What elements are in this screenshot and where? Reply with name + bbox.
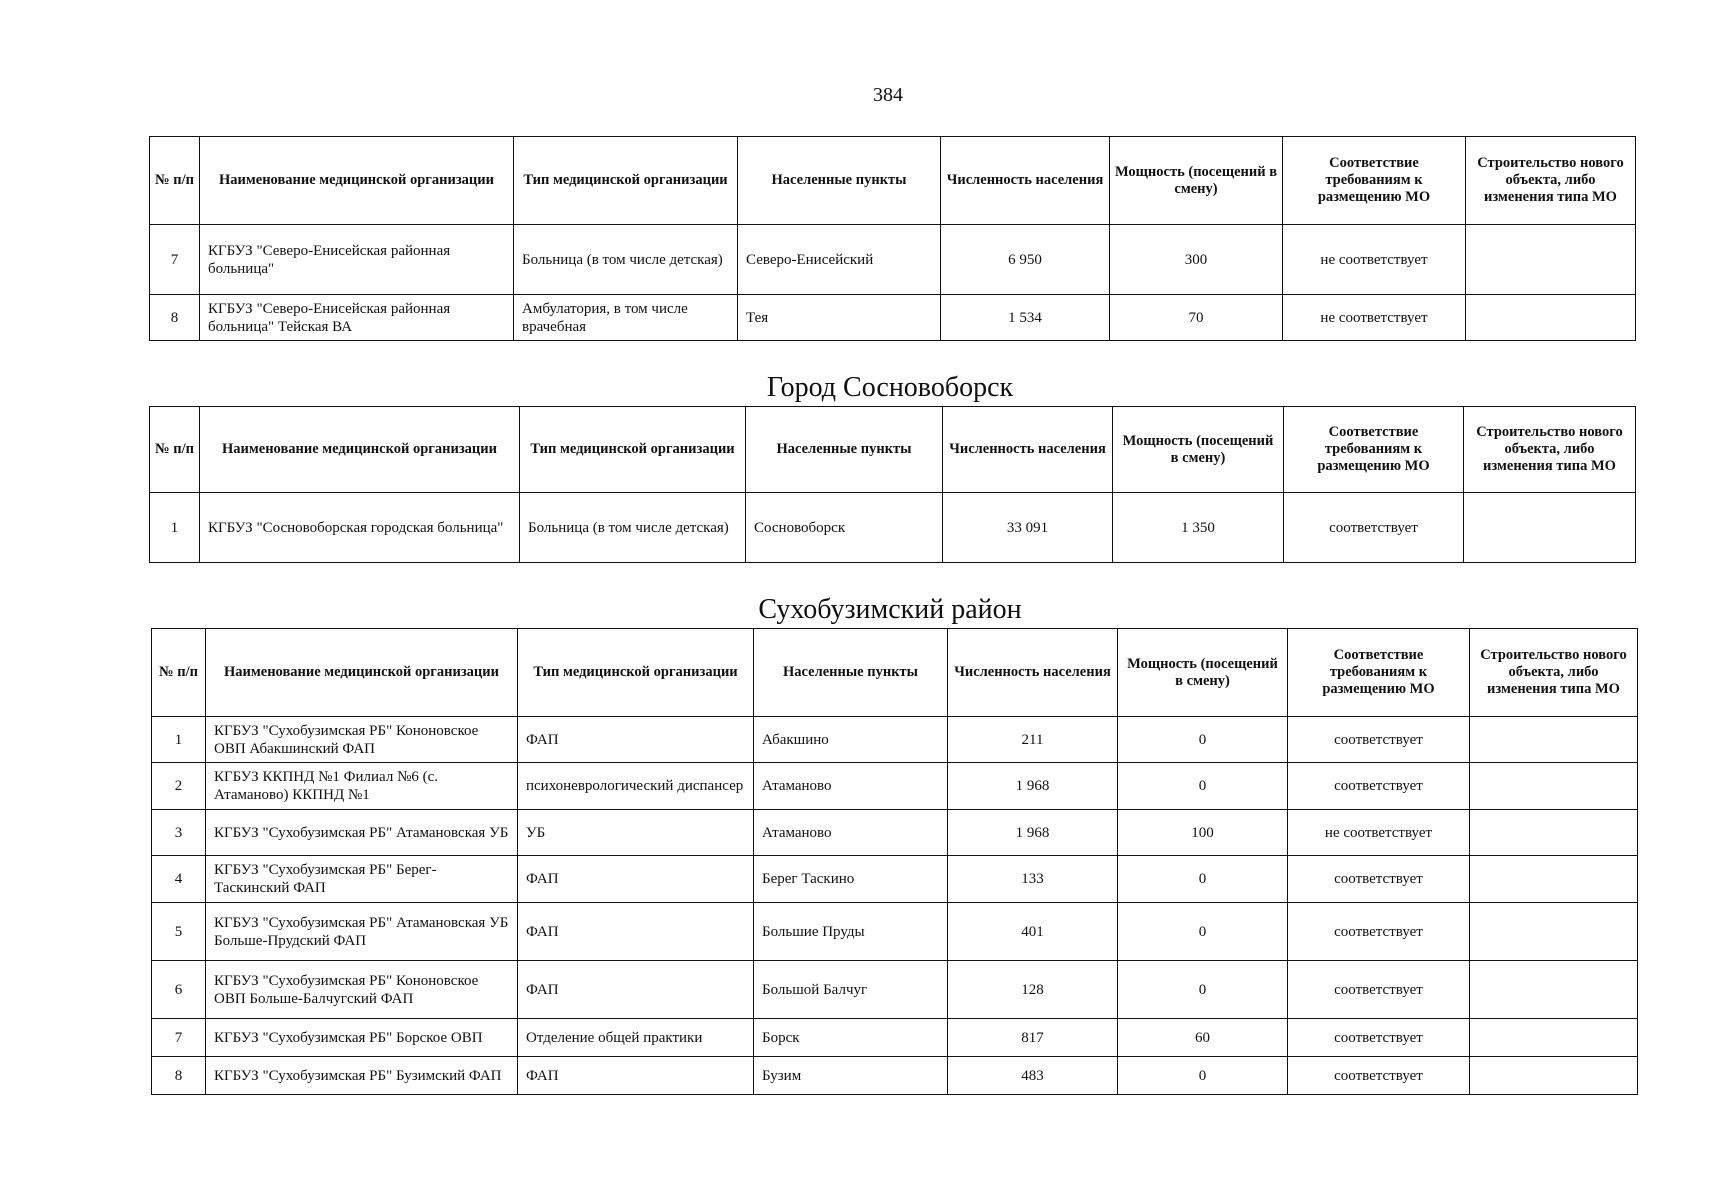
header-construction: Строительство нового объекта, либо изменения типа МО [1464, 407, 1636, 493]
cell-compliance: не соответствует [1288, 810, 1470, 856]
cell-compliance: не соответствует [1283, 295, 1466, 341]
cell-settlement: Большой Балчуг [754, 961, 948, 1019]
cell-name: КГБУЗ "Сухобузимская РБ" Бузимский ФАП [206, 1057, 518, 1095]
cell-capacity: 60 [1118, 1019, 1288, 1057]
cell-settlement: Абакшино [754, 717, 948, 763]
cell-construction [1466, 295, 1636, 341]
cell-name: КГБУЗ "Сухобузимская РБ" Кононовское ОВП Абакшинский ФАП [206, 717, 518, 763]
cell-num: 1 [152, 717, 206, 763]
cell-num: 5 [152, 903, 206, 961]
cell-settlement: Атаманово [754, 810, 948, 856]
cell-name: КГБУЗ "Сухобузимская РБ" Кононовское ОВП Больше-Балчугский ФАП [206, 961, 518, 1019]
cell-construction [1470, 810, 1638, 856]
header-construction: Строительство нового объекта, либо изменения типа МО [1466, 137, 1636, 225]
table-row [152, 903, 1638, 961]
cell-type: ФАП [518, 717, 754, 763]
table-sukhobuzimsky [151, 628, 1638, 1095]
cell-type: ФАП [518, 961, 754, 1019]
header-num: № п/п [152, 629, 206, 717]
cell-num: 1 [150, 493, 200, 563]
cell-population: 33 091 [943, 493, 1113, 563]
section-title-sosnovoborsk: Город Сосновоборск [766, 372, 1014, 403]
cell-population: 133 [948, 856, 1118, 903]
cell-name: КГБУЗ "Северо-Енисейская районная больница" Тейская ВА [200, 295, 514, 341]
cell-settlement: Северо-Енисейский [738, 225, 941, 295]
cell-num: 2 [152, 763, 206, 810]
cell-name: КГБУЗ ККПНД №1 Филиал №6 (с. Атаманово) ККПНД №1 [206, 763, 518, 810]
cell-type: Амбулатория, в том числе врачебная [514, 295, 738, 341]
cell-population: 211 [948, 717, 1118, 763]
header-compliance: Соответствие требованиям к размещению МО [1288, 629, 1470, 717]
cell-num: 7 [150, 225, 200, 295]
header-name: Наименование медицинской организации [200, 407, 520, 493]
cell-capacity: 100 [1118, 810, 1288, 856]
cell-construction [1470, 856, 1638, 903]
cell-compliance: не соответствует [1283, 225, 1466, 295]
cell-construction [1466, 225, 1636, 295]
table-row [150, 295, 1636, 341]
cell-settlement: Борск [754, 1019, 948, 1057]
cell-compliance: соответствует [1288, 961, 1470, 1019]
cell-name: КГБУЗ "Сухобузимская РБ" Атамановская УБ [206, 810, 518, 856]
header-num: № п/п [150, 137, 200, 225]
cell-num: 8 [150, 295, 200, 341]
cell-population: 128 [948, 961, 1118, 1019]
cell-population: 817 [948, 1019, 1118, 1057]
cell-population: 1 534 [941, 295, 1110, 341]
header-type: Тип медицинской организации [518, 629, 754, 717]
cell-compliance: соответствует [1288, 763, 1470, 810]
header-population: Численность населения [948, 629, 1118, 717]
header-settlements: Населенные пункты [738, 137, 941, 225]
header-row [150, 407, 1636, 493]
cell-capacity: 0 [1118, 717, 1288, 763]
table-row [150, 225, 1636, 295]
header-capacity: Мощность (посещений в смену) [1113, 407, 1284, 493]
cell-capacity: 0 [1118, 763, 1288, 810]
cell-num: 7 [152, 1019, 206, 1057]
table-severo-eniseysky [149, 136, 1636, 341]
header-type: Тип медицинской организации [514, 137, 738, 225]
cell-settlement: Берег Таскино [754, 856, 948, 903]
cell-type: УБ [518, 810, 754, 856]
header-name: Наименование медицинской организации [200, 137, 514, 225]
section-title-sukhobuzimsky: Сухобузимский район [758, 594, 1022, 625]
cell-type: Отделение общей практики [518, 1019, 754, 1057]
header-population: Численность населения [943, 407, 1113, 493]
cell-capacity: 0 [1118, 961, 1288, 1019]
cell-capacity: 1 350 [1113, 493, 1284, 563]
header-capacity: Мощность (посещений в смену) [1118, 629, 1288, 717]
header-compliance: Соответствие требованиям к размещению МО [1283, 137, 1466, 225]
cell-type: психоневрологический диспансер [518, 763, 754, 810]
header-name: Наименование медицинской организации [206, 629, 518, 717]
header-row [152, 629, 1638, 717]
cell-construction [1470, 1057, 1638, 1095]
cell-population: 1 968 [948, 763, 1118, 810]
cell-compliance: соответствует [1288, 856, 1470, 903]
cell-construction [1470, 717, 1638, 763]
cell-type: Больница (в том числе детская) [514, 225, 738, 295]
cell-num: 8 [152, 1057, 206, 1095]
cell-settlement: Большие Пруды [754, 903, 948, 961]
cell-type: ФАП [518, 1057, 754, 1095]
cell-construction [1470, 961, 1638, 1019]
cell-capacity: 0 [1118, 903, 1288, 961]
cell-settlement: Сосновоборск [746, 493, 943, 563]
header-construction: Строительство нового объекта, либо изменения типа МО [1470, 629, 1638, 717]
cell-construction [1464, 493, 1636, 563]
cell-compliance: соответствует [1288, 1019, 1470, 1057]
table-row [152, 717, 1638, 763]
table-row [152, 763, 1638, 810]
cell-compliance: соответствует [1288, 903, 1470, 961]
cell-capacity: 300 [1110, 225, 1283, 295]
table-sosnovoborsk [149, 406, 1636, 563]
cell-capacity: 0 [1118, 856, 1288, 903]
table-row [152, 1057, 1638, 1095]
cell-construction [1470, 1019, 1638, 1057]
cell-population: 401 [948, 903, 1118, 961]
cell-num: 4 [152, 856, 206, 903]
cell-settlement: Тея [738, 295, 941, 341]
cell-capacity: 70 [1110, 295, 1283, 341]
cell-type: ФАП [518, 903, 754, 961]
cell-type: ФАП [518, 856, 754, 903]
table-row [152, 810, 1638, 856]
header-row [150, 137, 1636, 225]
table-row [152, 961, 1638, 1019]
cell-name: КГБУЗ "Сосновоборская городская больница" [200, 493, 520, 563]
cell-num: 6 [152, 961, 206, 1019]
header-capacity: Мощность (посещений в смену) [1110, 137, 1283, 225]
cell-construction [1470, 903, 1638, 961]
header-population: Численность населения [941, 137, 1110, 225]
cell-compliance: соответствует [1284, 493, 1464, 563]
cell-capacity: 0 [1118, 1057, 1288, 1095]
cell-settlement: Бузим [754, 1057, 948, 1095]
cell-settlement: Атаманово [754, 763, 948, 810]
header-compliance: Соответствие требованиям к размещению МО [1284, 407, 1464, 493]
cell-compliance: соответствует [1288, 717, 1470, 763]
cell-construction [1470, 763, 1638, 810]
table-row [152, 856, 1638, 903]
header-type: Тип медицинской организации [520, 407, 746, 493]
table-row [150, 493, 1636, 563]
header-settlements: Населенные пункты [754, 629, 948, 717]
cell-population: 483 [948, 1057, 1118, 1095]
cell-population: 1 968 [948, 810, 1118, 856]
cell-name: КГБУЗ "Сухобузимская РБ" Берег-Таскинский ФАП [206, 856, 518, 903]
header-settlements: Населенные пункты [746, 407, 943, 493]
cell-name: КГБУЗ "Северо-Енисейская районная больница" [200, 225, 514, 295]
cell-type: Больница (в том числе детская) [520, 493, 746, 563]
cell-num: 3 [152, 810, 206, 856]
cell-compliance: соответствует [1288, 1057, 1470, 1095]
header-num: № п/п [150, 407, 200, 493]
page-number: 384 [873, 84, 903, 106]
cell-population: 6 950 [941, 225, 1110, 295]
cell-name: КГБУЗ "Сухобузимская РБ" Борское ОВП [206, 1019, 518, 1057]
cell-name: КГБУЗ "Сухобузимская РБ" Атамановская УБ Больше-Прудский ФАП [206, 903, 518, 961]
table-row [152, 1019, 1638, 1057]
